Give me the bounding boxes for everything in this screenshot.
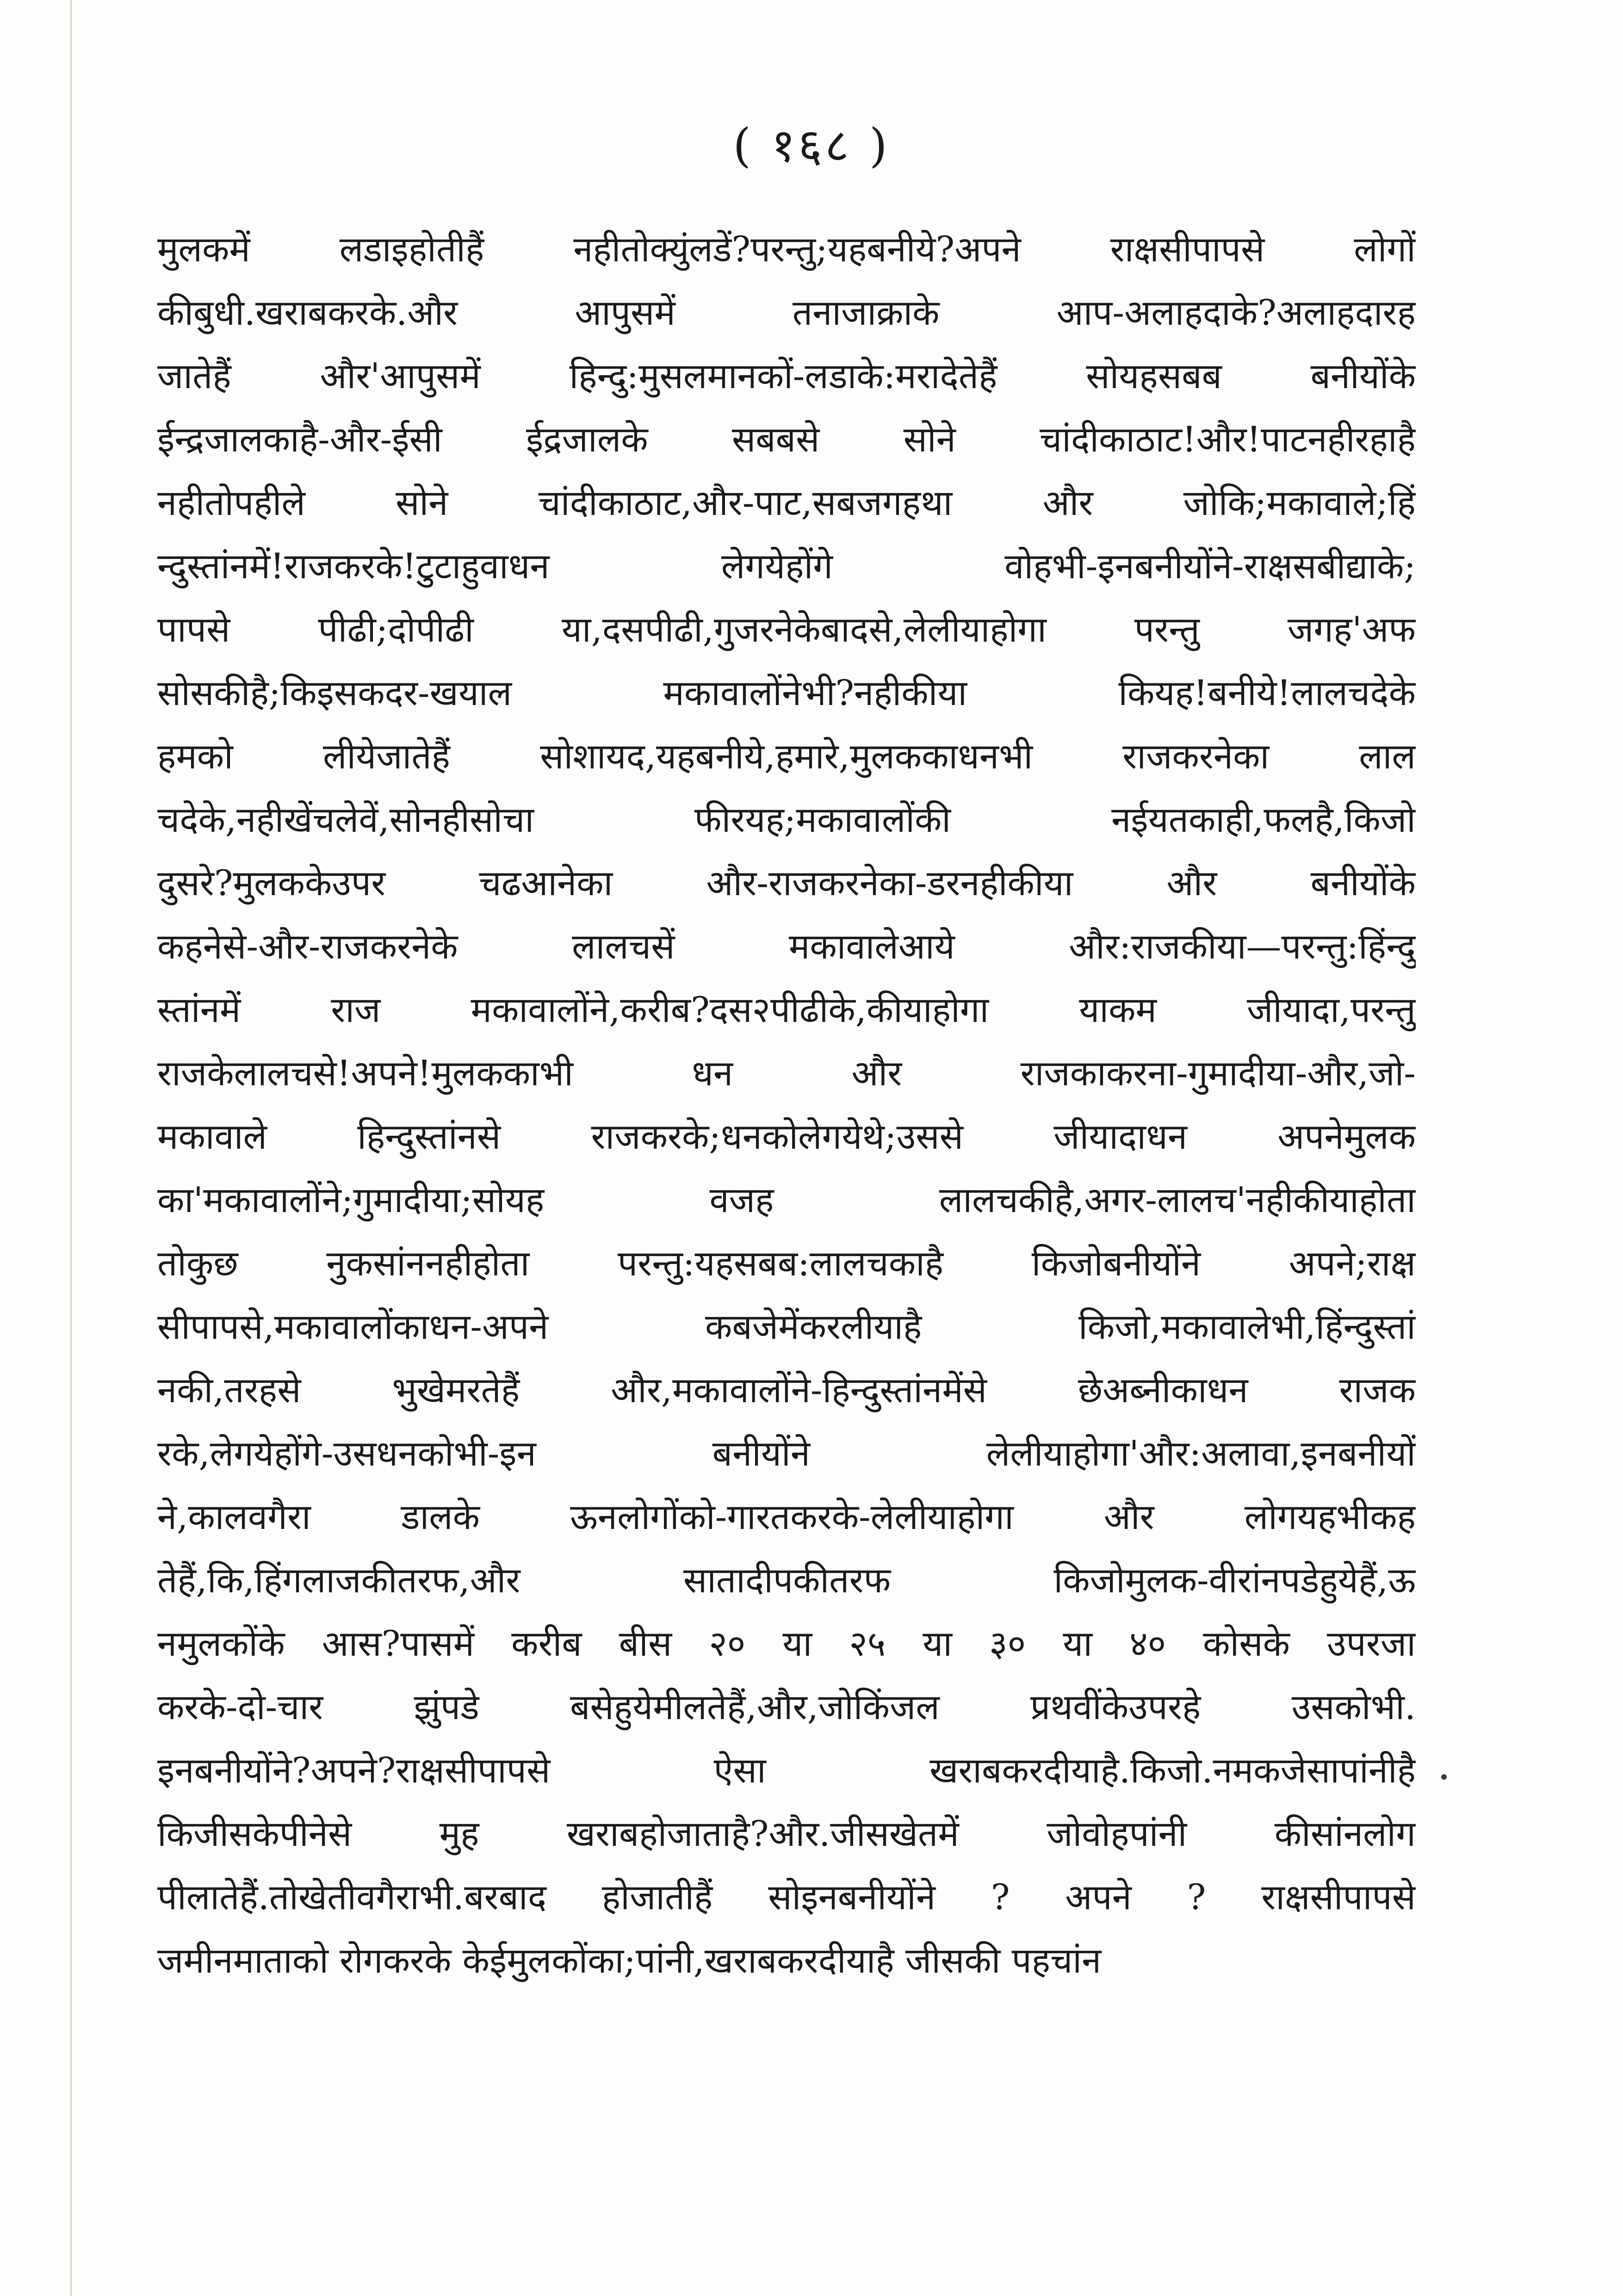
text-line: इनबनीयोंने?अपने?राक्षसीपापसे ऐसा खराबकरदीयाहै.किजो.नमकजेसापांनीहै	[157, 1750, 1416, 1791]
text-line: किजीसकेपीनेसे मुह खराबहोजाताहै?और.जीसखेतमें जोवोहपांनी कीसांनलोग	[157, 1813, 1416, 1854]
text-line: नहीतोपहीले सोने चांदीकाठाट,और-पाट,सबजगहथा और जोकि;मकावाले;हिं	[157, 482, 1416, 523]
text-line: नकी,तरहसे भुखेमरतेहैं और,मकावालोंने-हिन्दुस्तांनमेंसे छेअब्नीकाधन राजक	[157, 1369, 1416, 1411]
text-line: तेहैं,कि,हिंगलाजकीतरफ,और सातादीपकीतरफ किजोमुलक-वीरांनपडेहुयेहैं,ऊ	[157, 1560, 1416, 1601]
text-line: मकावाले हिन्दुस्तांनसे राजकरके;धनकोलेगयेथे;उससे जीयादाधन अपनेमुलक	[157, 1116, 1416, 1157]
margin-rule	[70, 0, 72, 2296]
text-line: पापसे पीढी;दोपीढी या,दसपीढी,गुजरनेकेबादसे,लेलीयाहोगा परन्तु जगह'अफ	[157, 609, 1416, 650]
ink-dot	[1441, 1774, 1447, 1780]
text-line: स्तांनमें राज मकावालोंने,करीब?दस२पीढीके,कीयाहोगा याकम जीयादा,परन्तु	[157, 989, 1416, 1030]
text-line: जमीनमाताको रोगकरके केईमुलकोंका;पांनी,खराबकरदीयाहै जीसकी पहचांन	[157, 1940, 1102, 1981]
text-line: सीपापसे,मकावालोंकाधन-अपने कबजेमेंकरलीयाहै किजो,मकावालेभी,हिंन्दुस्तां	[157, 1306, 1416, 1347]
page-number: ( १६८ )	[733, 118, 890, 173]
text-line: मुलकमें लडाइहोतीहैं नहीतोक्युंलडें?परन्तु;यहबनीये?अपने राक्षसीपापसे लोगों	[157, 229, 1416, 270]
text-line: ईन्द्रजालकाहै-और-ईसी ईद्रजालके सबबसे सोने चांदीकाठाट!और!पाटनहीरहाहै	[157, 419, 1416, 460]
text-line: जातेहैं और'आपुसमें हिन्दु:मुसलमानकों-लडाके:मरादेतेहैं सोयहसबब बनीयोंके	[157, 355, 1416, 396]
text-line: नमुलकोंके आस?पासमें करीब बीस २० या २५ या ३० या ४० कोसके उपरजा	[157, 1623, 1416, 1664]
text-line: सोसकीहै;किइसकदर-खयाल मकावालोंनेभी?नहीकीया कियह!बनीये!लालचदेके	[157, 672, 1416, 713]
text-line: करके-दो-चार झुंपडे बसेहुयेमीलतेहैं,और,जोकिंजल प्रथवींकेउपरहे उसकोभी.	[157, 1686, 1416, 1727]
text-line: हमको लीयेजातेहैं सोशायद,यहबनीये,हमारे,मुलककाधनभी राजकरनेका लाल	[157, 736, 1416, 777]
text-line: रके,लेगयेहोंगे-उसधनकोभी-इन बनीयोंने लेलीयाहोगा'और:अलावा,इनबनीयों	[157, 1433, 1416, 1474]
text-line: दुसरे?मुलककेउपर चढआनेका और-राजकरनेका-डरनहीकीया और बनीयोंके	[157, 862, 1416, 904]
text-line: चदेके,नहीखेंचलेवें,सोनहीसोचा फीरयह;मकावालोंकी नईयतकाही,फलहै,किजो	[157, 799, 1416, 840]
text-line: कीबुधी.खराबकरके.और आपुसमें तनाजाक्राके आप-अलाहदाके?अलाहदारह	[157, 292, 1416, 333]
text-line: पीलातेहैं.तोखेतीवगैराभी.बरबाद होजातीहैं सोइनबनीयोंने ? अपने ? राक्षसीपापसे	[157, 1876, 1416, 1918]
body-text	[157, 217, 1416, 1992]
text-line: तोकुछ नुकसांननहीहोता परन्तु:यहसबब:लालचकाहै किजोबनीयोंने अपने;राक्ष	[157, 1243, 1416, 1284]
text-line: का'मकावालोंने;गुमादीया;सोयह वजह लालचकीहै,अगर-लालच'नहीकीयाहोता	[157, 1179, 1416, 1220]
text-line: कहनेसे-और-राजकरनेके लालचसें मकावालेआये और:राजकीया—परन्तु:हिंन्दु	[157, 926, 1416, 967]
text-line: राजकेलालचसे!अपने!मुलककाभी धन और राजकाकरना-गुमादीया-और,जो-	[157, 1052, 1416, 1094]
text-line: न्दुस्तांनमें!राजकरके!टुटाहुवाधन लेगयेहोंगे वोहभी-इनबनीयोंने-राक्षसबीद्याके;	[157, 545, 1416, 587]
text-line: ने,कालवगैरा डालके ऊनलोगोंको-गारतकरके-लेलीयाहोगा और लोगयहभीकह	[157, 1496, 1416, 1537]
